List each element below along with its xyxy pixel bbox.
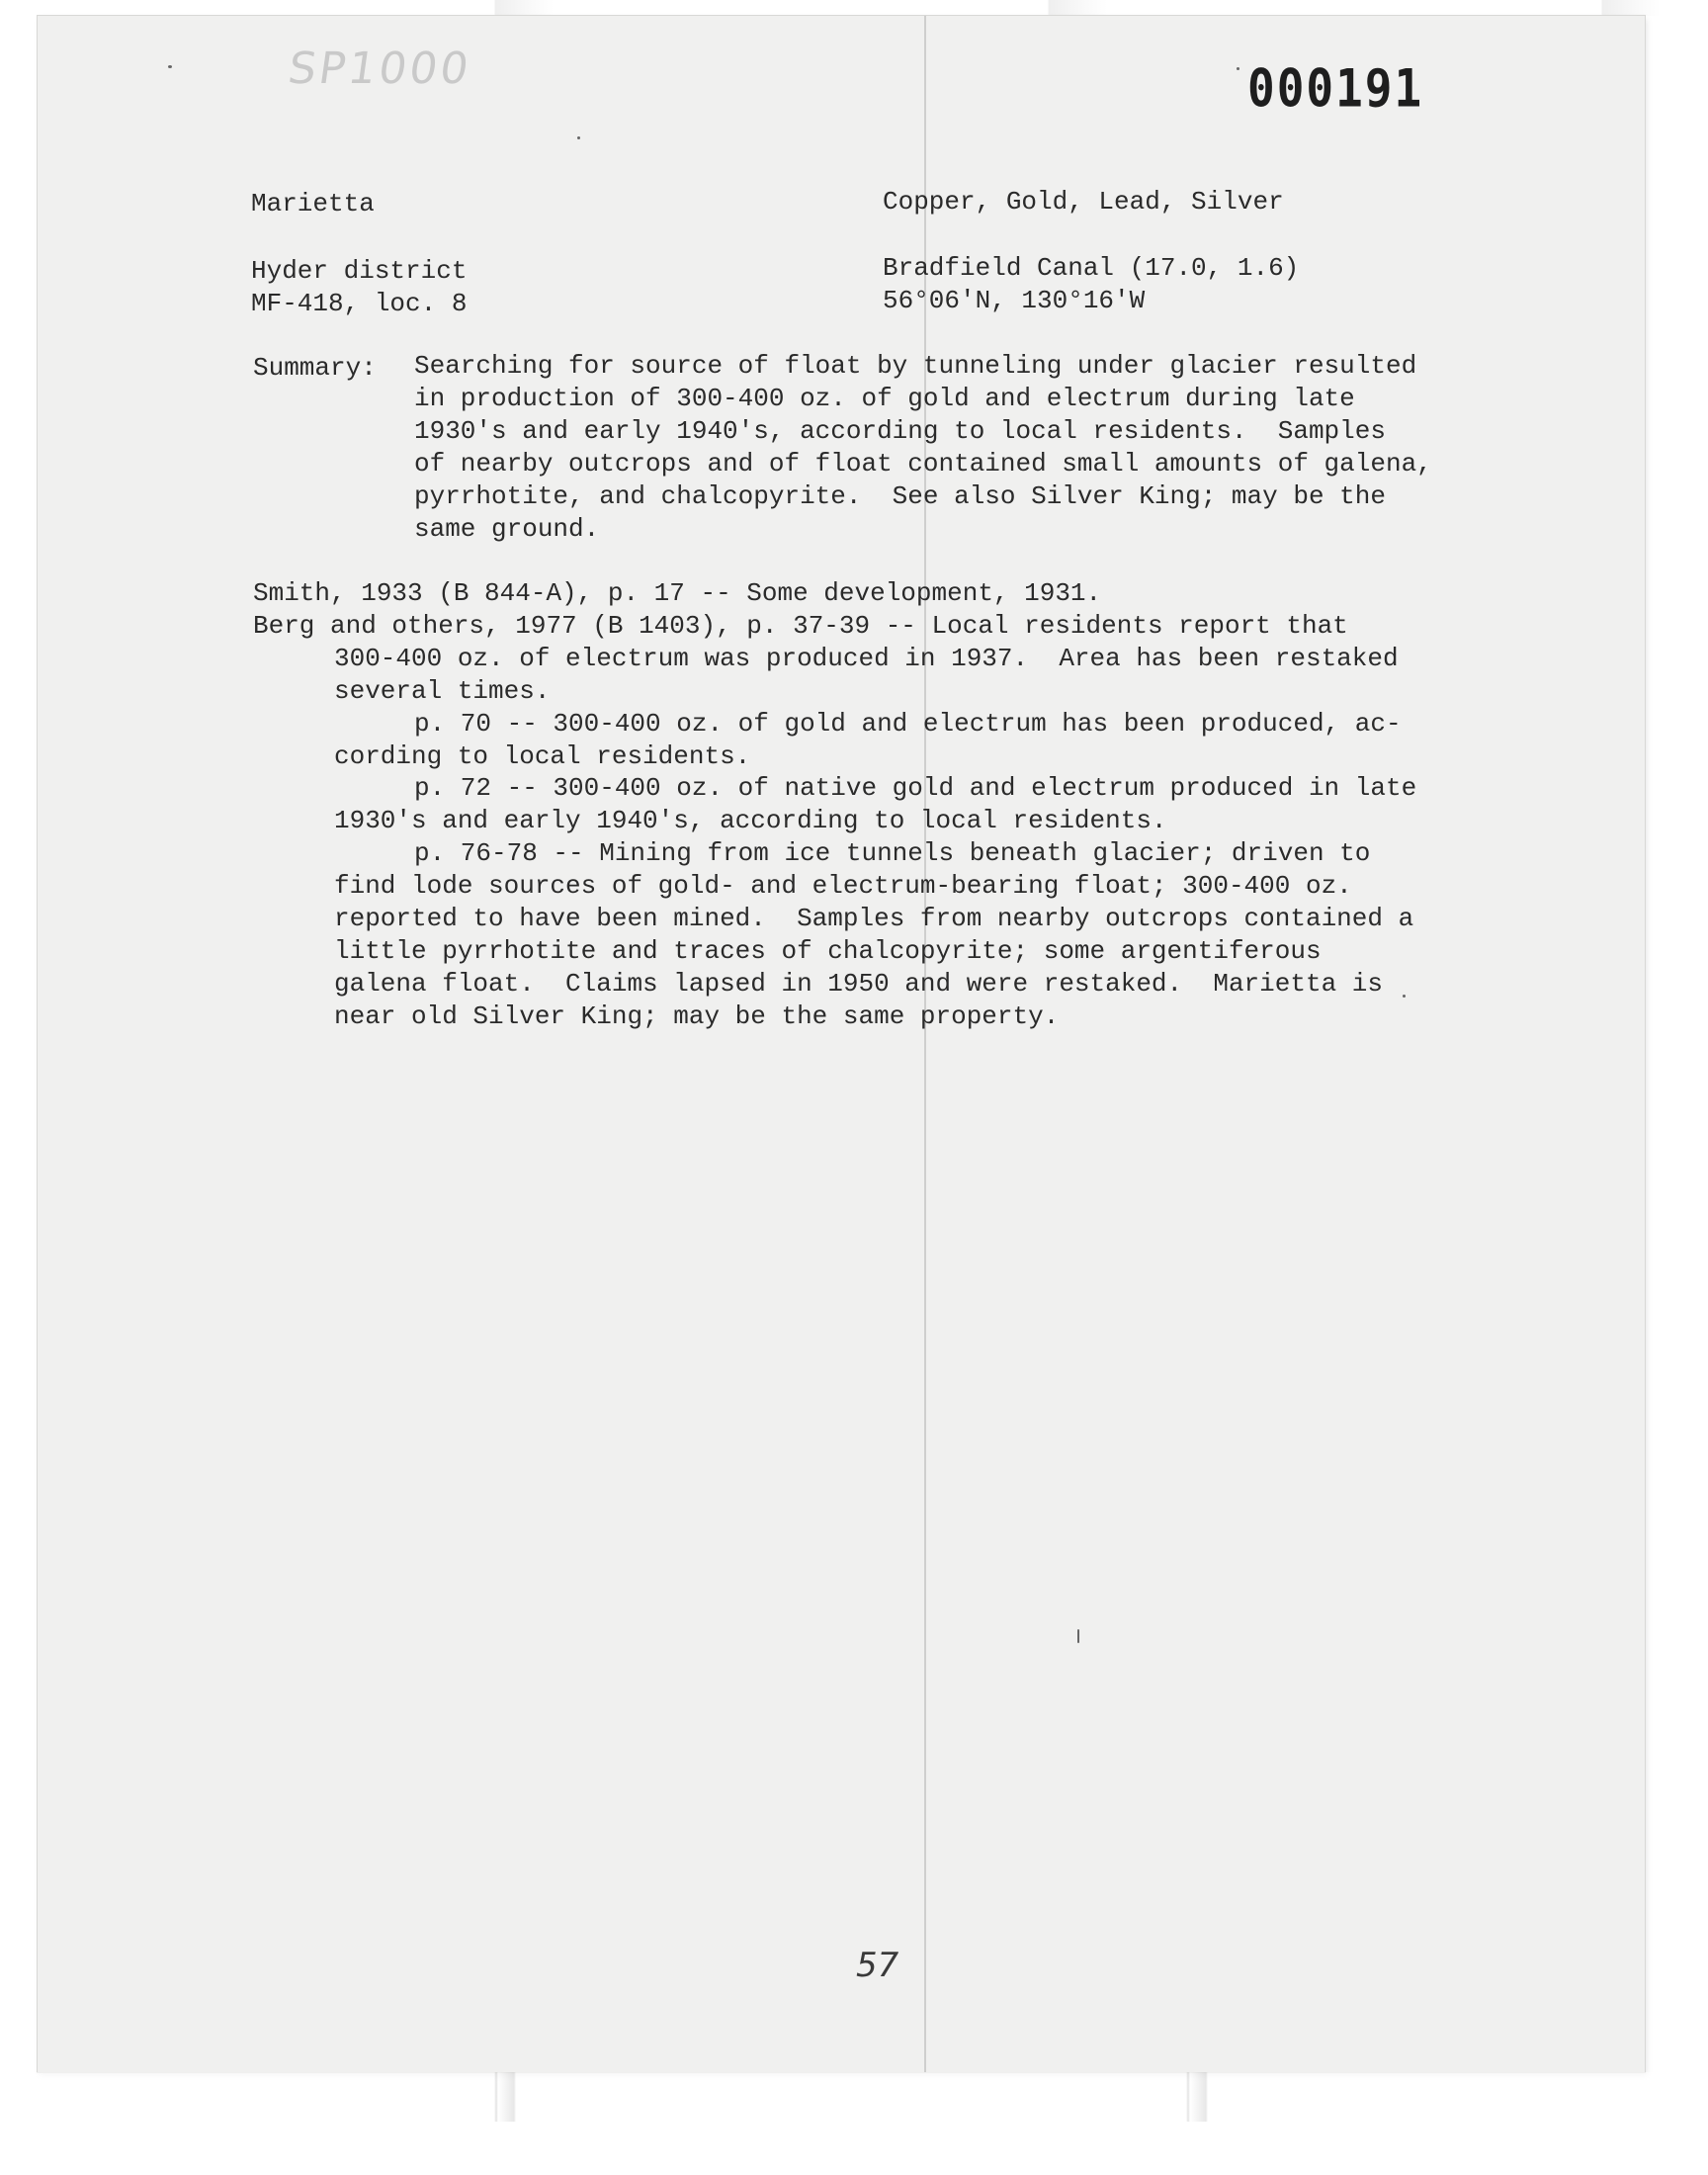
quadrangle: Bradfield Canal (17.0, 1.6): [883, 253, 1300, 283]
reference-line: near old Silver King; may be the same property.: [334, 1001, 1060, 1031]
scan-speck: [577, 136, 580, 139]
record-number-stamp: 000191: [1247, 56, 1424, 120]
page-fold-line: [924, 16, 926, 2072]
summary-line: same ground.: [414, 514, 600, 544]
reference-line: 300-400 oz. of electrum was produced in 1937. Area has been restaked: [334, 644, 1399, 673]
reference-line: p. 70 -- 300-400 oz. of gold and electrum has been produced, ac-: [414, 709, 1402, 739]
scan-speck: [168, 65, 172, 68]
coordinates: 56°06'N, 130°16'W: [883, 286, 1146, 315]
document-page: [38, 16, 1645, 2072]
reference-line: reported to have been mined. Samples from nearby outcrops contained a: [334, 904, 1414, 933]
reference-line: galena float. Claims lapsed in 1950 and were restaked. Marietta is: [334, 969, 1383, 999]
file-code-stamp: SP1000: [285, 44, 475, 94]
commodities: Copper, Gold, Lead, Silver: [883, 187, 1284, 217]
reference-line: Smith, 1933 (B 844-A), p. 17 -- Some development, 1931.: [253, 578, 1102, 608]
reference-line: cording to local residents.: [334, 741, 751, 771]
scan-speck: [1237, 67, 1239, 70]
scan-edge-bottom: [0, 2072, 1708, 2122]
reference-line: Berg and others, 1977 (B 1403), p. 37-39 -- Local residents report that: [253, 611, 1348, 641]
reference-line: p. 76-78 -- Mining from ice tunnels beneath glacier; driven to: [414, 838, 1371, 868]
reference-line: p. 72 -- 300-400 oz. of native gold and electrum produced in late: [414, 773, 1417, 803]
reference-line: 1930's and early 1940's, according to local residents.: [334, 806, 1167, 835]
summary-line: pyrrhotite, and chalcopyrite. See also Silver King; may be the: [414, 481, 1386, 511]
summary-line: Searching for source of float by tunneling under glacier resulted: [414, 351, 1417, 381]
map-reference: MF-418, loc. 8: [251, 289, 468, 318]
scan-speck: [1403, 995, 1406, 998]
reference-line: several times.: [334, 676, 551, 706]
reference-line: little pyrrhotite and traces of chalcopyrite; some argentiferous: [334, 936, 1322, 966]
summary-line: in production of 300-400 oz. of gold and electrum during late: [414, 384, 1355, 413]
property-name: Marietta: [251, 189, 375, 218]
district: Hyder district: [251, 256, 468, 286]
scan-speck: [1077, 1629, 1079, 1643]
page-number: 57: [856, 1946, 899, 1985]
summary-line: 1930's and early 1940's, according to local residents. Samples: [414, 416, 1386, 446]
summary-label: Summary:: [253, 353, 377, 383]
scan-edge-top: [0, 0, 1708, 16]
summary-line: of nearby outcrops and of float contained small amounts of galena,: [414, 449, 1432, 478]
reference-line: find lode sources of gold- and electrum-bearing float; 300-400 oz.: [334, 871, 1352, 901]
